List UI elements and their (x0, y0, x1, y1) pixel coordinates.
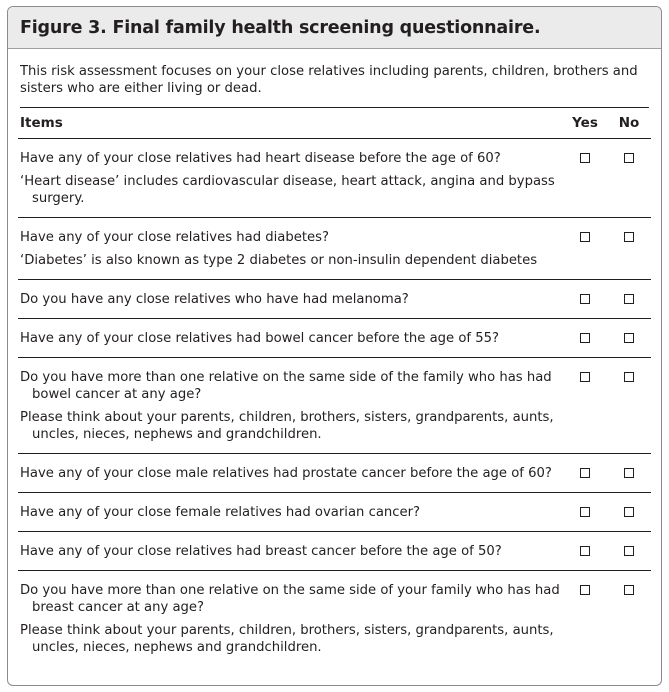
question-cell (18, 319, 563, 357)
question-text: Do you have more than one relative on the same side of your family who has had breast cancer at any age? (20, 583, 560, 615)
table-row (18, 493, 651, 532)
no-header: No (618, 115, 640, 131)
question-text: Do you have more than one relative on the same side of the family who has had bowel cancer at any age? (20, 370, 552, 402)
yes-cell (563, 493, 607, 531)
question-cell (18, 493, 563, 531)
table-row (18, 358, 651, 454)
question-text: Do you have any close relatives who have had melanoma? (20, 292, 409, 307)
no-cell (607, 532, 651, 570)
table-row (18, 571, 651, 666)
question-note: Please think about your parents, children, brothers, sisters, grandparents, aunts, uncles, nieces, nephews and grandchildren. (20, 623, 554, 655)
yes-cell (563, 218, 607, 279)
yes-checkbox[interactable] (580, 507, 590, 517)
figure-box (7, 6, 662, 686)
questionnaire-table (18, 108, 651, 666)
yes-cell (563, 532, 607, 570)
yes-checkbox[interactable] (580, 294, 590, 304)
table-row (18, 532, 651, 571)
yes-cell (563, 358, 607, 453)
yes-checkbox[interactable] (580, 372, 590, 382)
question-text: Have any of your close relatives had diabetes? (20, 230, 330, 245)
no-cell (607, 218, 651, 279)
yes-cell (563, 139, 607, 217)
question-cell (18, 280, 563, 318)
yes-checkbox[interactable] (580, 153, 590, 163)
question-text: Have any of your close relatives had bowel cancer before the age of 55? (20, 331, 500, 346)
figure-title: Figure 3. Final family health screening questionnaire. (20, 17, 541, 38)
no-checkbox[interactable] (624, 333, 634, 343)
no-cell (607, 319, 651, 357)
question-note: Please think about your parents, children, brothers, sisters, grandparents, aunts, uncles, nieces, nephews and grandchildren. (20, 410, 554, 442)
yes-checkbox[interactable] (580, 333, 590, 343)
no-checkbox[interactable] (624, 468, 634, 478)
no-checkbox[interactable] (624, 232, 634, 242)
yes-cell (563, 319, 607, 357)
no-checkbox[interactable] (624, 153, 634, 163)
question-cell (18, 218, 563, 279)
table-row (18, 139, 651, 218)
yes-checkbox[interactable] (580, 546, 590, 556)
yes-checkbox[interactable] (580, 585, 590, 595)
yes-cell (563, 571, 607, 666)
no-checkbox[interactable] (624, 507, 634, 517)
no-cell (607, 571, 651, 666)
no-checkbox[interactable] (624, 585, 634, 595)
question-cell (18, 571, 563, 666)
question-text: Have any of your close female relatives had ovarian cancer? (20, 505, 421, 520)
question-text: Have any of your close male relatives had prostate cancer before the age of 60? (20, 466, 552, 481)
yes-cell (563, 454, 607, 492)
intro-text: This risk assessment focuses on your close relatives including parents, children, brothers and sisters who are either living or dead. (20, 63, 649, 108)
no-cell (607, 493, 651, 531)
question-cell (18, 358, 563, 453)
no-checkbox[interactable] (624, 294, 634, 304)
no-checkbox[interactable] (624, 546, 634, 556)
yes-header: Yes (572, 115, 598, 131)
table-row (18, 280, 651, 319)
figure-title-bar (8, 7, 661, 49)
question-note: ‘Heart disease’ includes cardiovascular disease, heart attack, angina and bypass surgery. (20, 174, 555, 206)
table-row (18, 218, 651, 280)
yes-cell (563, 280, 607, 318)
yes-checkbox[interactable] (580, 468, 590, 478)
items-header: Items (20, 115, 63, 131)
table-header (18, 108, 651, 139)
question-text: Have any of your close relatives had heart disease before the age of 60? (20, 151, 501, 166)
table-row (18, 454, 651, 493)
question-cell (18, 454, 563, 492)
question-text: Have any of your close relatives had breast cancer before the age of 50? (20, 544, 502, 559)
no-cell (607, 454, 651, 492)
yes-checkbox[interactable] (580, 232, 590, 242)
table-row (18, 319, 651, 358)
question-cell (18, 139, 563, 217)
question-note: ‘Diabetes’ is also known as type 2 diabetes or non-insulin dependent diabetes (20, 253, 538, 268)
no-cell (607, 280, 651, 318)
question-cell (18, 532, 563, 570)
no-checkbox[interactable] (624, 372, 634, 382)
no-cell (607, 358, 651, 453)
no-cell (607, 139, 651, 217)
